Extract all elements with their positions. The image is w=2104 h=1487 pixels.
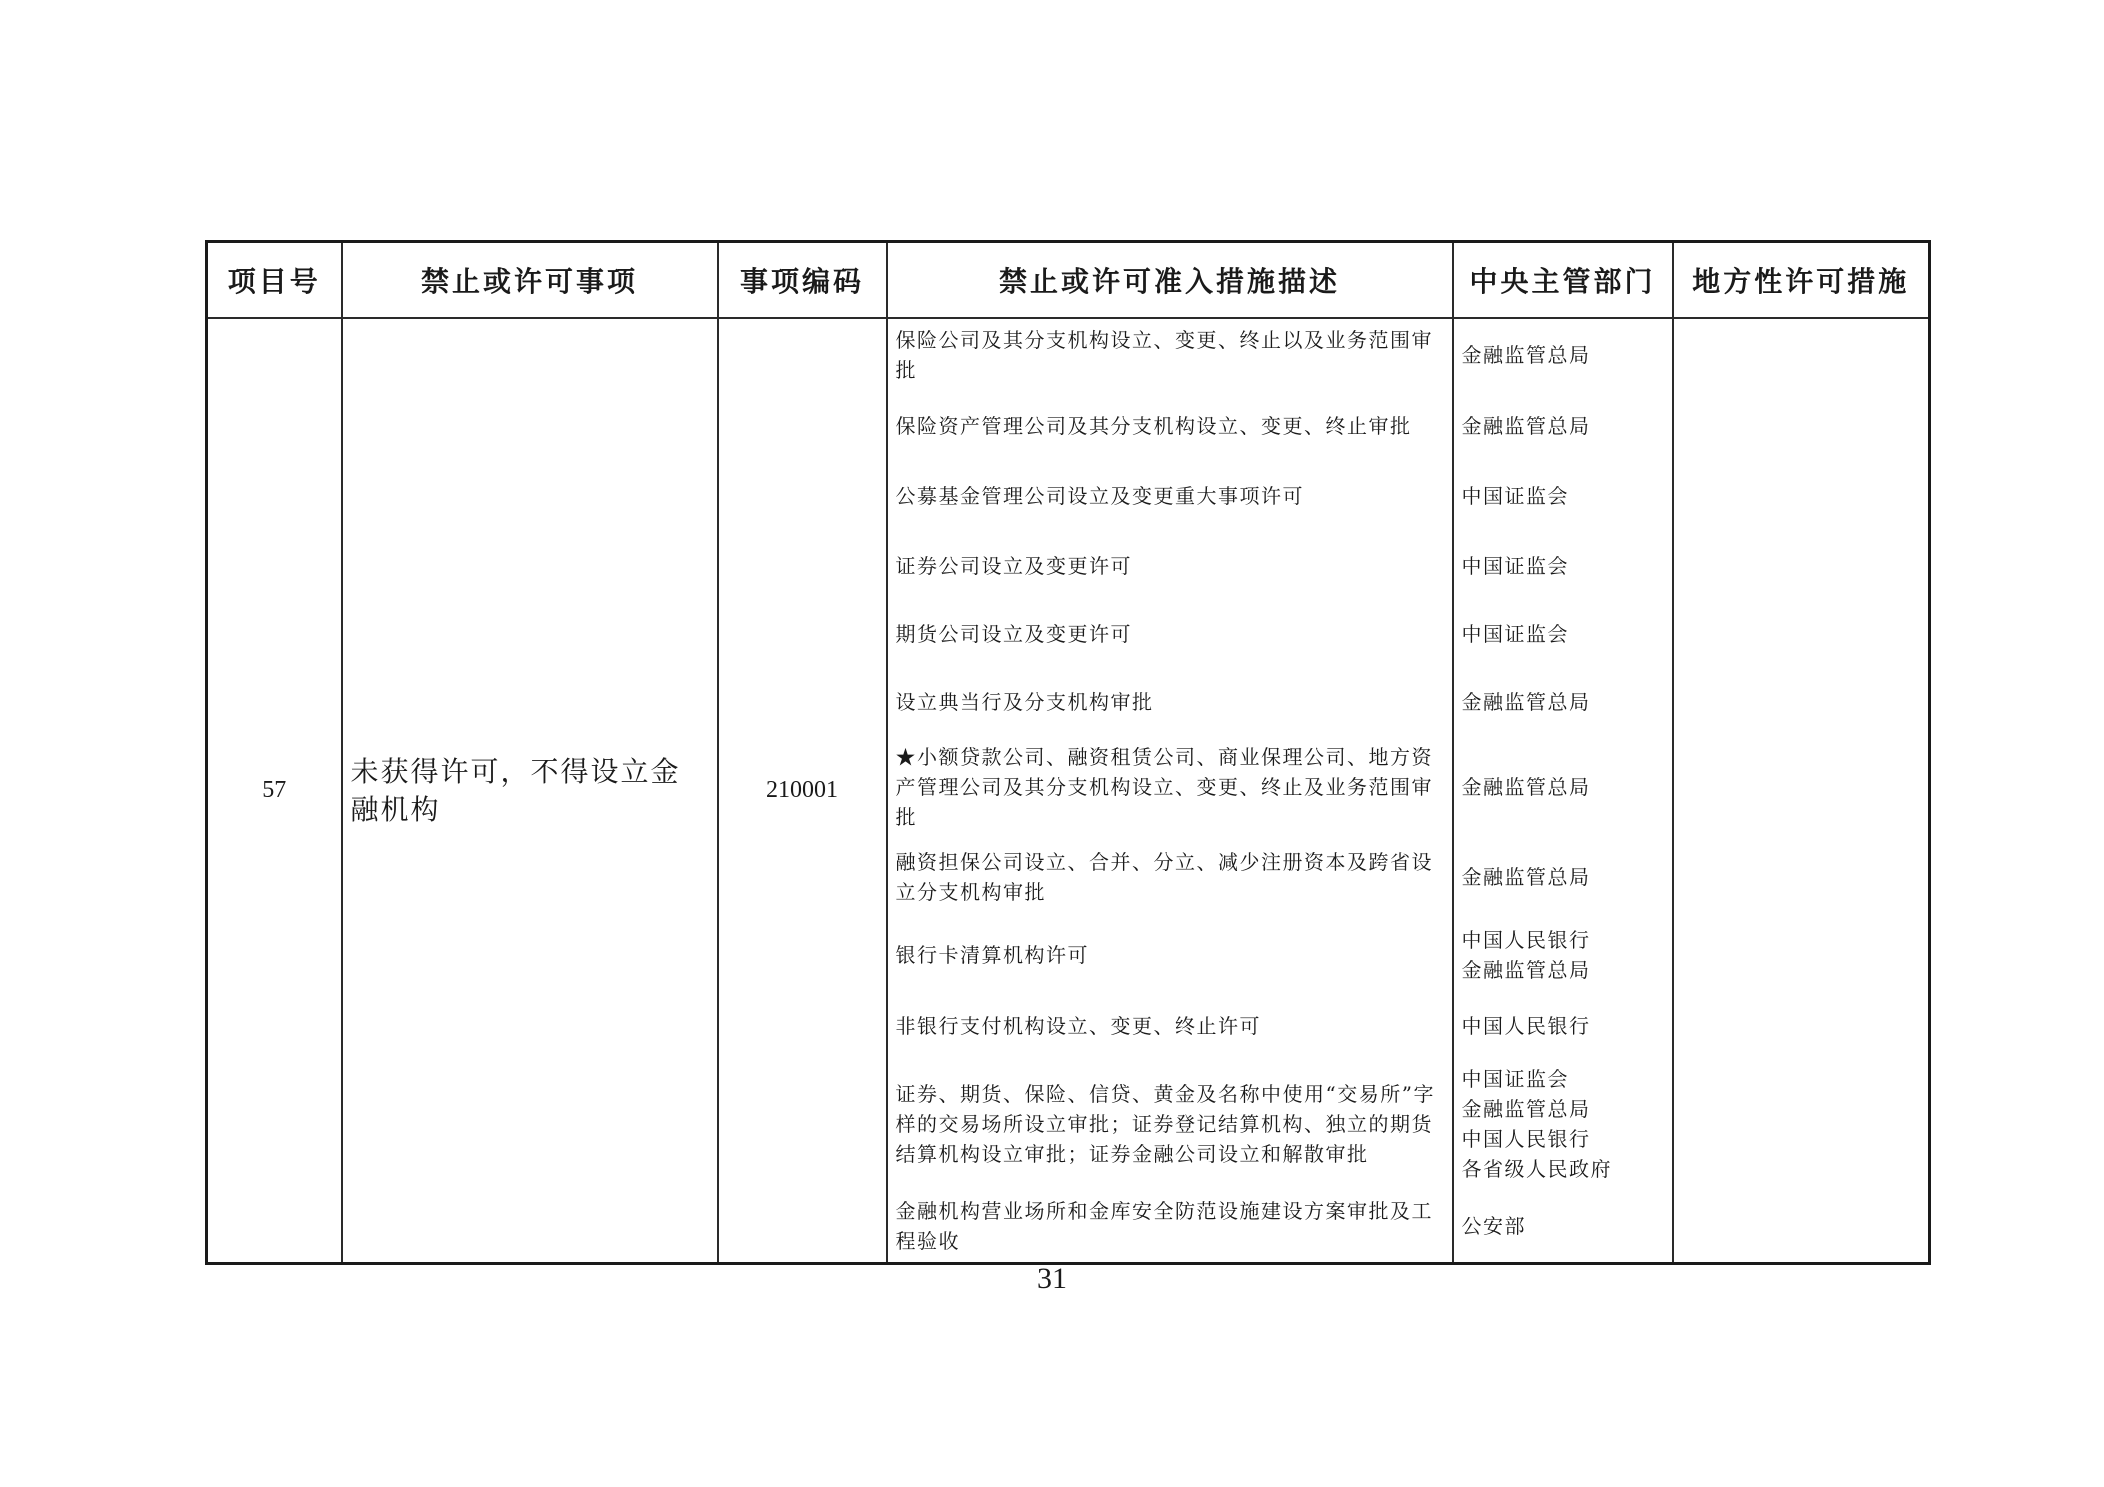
department-row: 金融监管总局	[1461, 775, 1591, 799]
page-number: 31	[1037, 1262, 1067, 1295]
header-code: 事项编码	[718, 242, 887, 319]
local-measures-cell	[1673, 318, 1930, 1264]
description-row: 证券、期货、保险、信贷、黄金及名称中使用“交易所”字样的交易场所设立审批；证券登记结算机构、独立的期货结算机构设立审批；证券金融公司设立和解散审批	[895, 1082, 1435, 1166]
department-row: 金融监管总局	[1461, 414, 1591, 438]
header-item: 禁止或许可事项	[342, 242, 718, 319]
item-name: 未获得许可，不得设立金融机构	[342, 318, 718, 1264]
description-row: 非银行支付机构设立、变更、终止许可	[895, 1014, 1261, 1038]
header-local-measures: 地方性许可措施	[1673, 242, 1930, 319]
description-column	[887, 318, 1453, 1264]
department-column	[1453, 318, 1673, 1264]
description-row: 保险资产管理公司及其分支机构设立、变更、终止审批	[895, 414, 1412, 438]
description-row: 融资担保公司设立、合并、分立、减少注册资本及跨省设立分支机构审批	[895, 850, 1433, 904]
department-row: 中国人民银行	[1461, 1014, 1591, 1038]
item-code: 210001	[718, 318, 887, 1264]
department-row: 金融监管总局	[1461, 343, 1591, 367]
description-row: 银行卡清算机构许可	[895, 943, 1089, 967]
department-row: 中国证监会	[1461, 484, 1569, 508]
department-row: 公安部	[1461, 1213, 1526, 1238]
header-item-no: 项目号	[207, 242, 342, 319]
department-row: 金融监管总局	[1461, 690, 1591, 714]
header-department: 中央主管部门	[1453, 242, 1673, 319]
description-row: 设立典当行及分支机构审批	[895, 690, 1154, 714]
measures-table	[205, 240, 1931, 1265]
department-row: 金融监管总局	[1461, 865, 1591, 889]
description-row: 保险公司及其分支机构设立、变更、终止以及业务范围审批	[895, 328, 1433, 382]
description-row: 证券公司设立及变更许可	[895, 554, 1132, 578]
department-row: 中国证监会 金融监管总局 中国人民银行 各省级人民政府	[1461, 1067, 1612, 1181]
department-row: 中国证监会	[1461, 554, 1569, 578]
description-row: 金融机构营业场所和金库安全防范设施建设方案审批及工程验收	[895, 1198, 1433, 1253]
description-row: ★小额贷款公司、融资租赁公司、商业保理公司、地方资产管理公司及其分支机构设立、变更、终止及业务范围审批	[895, 745, 1433, 829]
department-row: 中国证监会	[1461, 622, 1569, 646]
item-number: 57	[207, 318, 342, 1264]
department-row: 中国人民银行 金融监管总局	[1461, 928, 1591, 982]
header-row	[207, 242, 1930, 319]
table-row	[207, 318, 1930, 1264]
description-row: 期货公司设立及变更许可	[895, 622, 1132, 646]
description-row: 公募基金管理公司设立及变更重大事项许可	[895, 484, 1304, 508]
header-description: 禁止或许可准入措施描述	[887, 242, 1453, 319]
